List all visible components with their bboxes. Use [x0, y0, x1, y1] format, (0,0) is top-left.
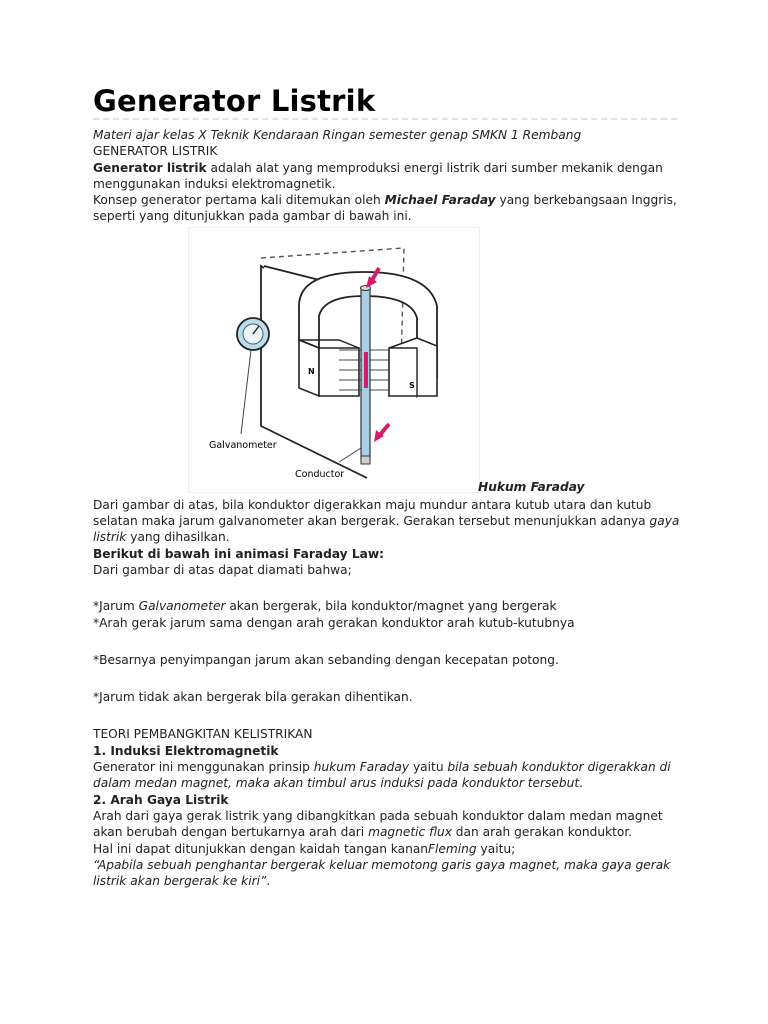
fleming-quote — [93, 857, 683, 890]
section-2-before: Arah dari gaya gerak listrik yang dibangkitkan pada sebuah konduktor dalam medan magnet akan berubah dengan bertukarnya arah dari — [93, 808, 663, 840]
history-paragraph — [93, 192, 683, 225]
section-heading: GENERATOR LISTRIK — [93, 144, 218, 159]
fleming-before: Hal ini dapat ditunjukkan dengan kaidah tangan kanan — [93, 841, 429, 856]
spacer — [93, 705, 683, 726]
section-1-statement: bila sebuah konduktor digerakkan di dalam medan magnet, maka akan timbul arus induksi pada konduktor tersebut — [93, 760, 671, 791]
section-1-heading-text: 1. Induksi Elektromagnetik — [93, 743, 279, 758]
observation-intro: Dari gambar di atas dapat diamati bahwa; — [93, 562, 352, 577]
subtitle-text: Materi ajar kelas X Teknik Kendaraan Ringan semester genap SMKN 1 Rembang — [93, 128, 582, 142]
observation-item-3: *Besarnya penyimpangan jarum akan sebanding dengan kecepatan potong. — [93, 652, 559, 667]
section-2-heading-text: 2. Arah Gaya Listrik — [93, 792, 229, 807]
spacer — [93, 631, 683, 652]
section-1-end: . — [579, 776, 583, 791]
page-title: Generator Listrik — [93, 84, 376, 118]
section-2-after: dan arah gerakan konduktor. — [451, 825, 633, 840]
spacer — [93, 668, 683, 689]
animation-heading — [93, 546, 683, 562]
figure-caption: Hukum Faraday — [478, 479, 585, 494]
inventor-name: Michael Faraday — [384, 193, 496, 208]
subtitle — [93, 127, 683, 143]
south-pole-label: S — [409, 380, 415, 390]
intro-paragraph — [93, 160, 683, 193]
fleming-rule-paragraph — [93, 841, 683, 857]
history-after: yang berkebangsaan Inggris, seperti yang ditunjukkan pada gambar di bawah ini. — [93, 193, 677, 224]
explanation-paragraph — [93, 497, 683, 546]
intro-definition: adalah alat yang memproduksi energi listrik dari sumber mekanik dengan menggunakan induksi elektromagnetik. — [93, 160, 663, 191]
theory-heading: TEORI PEMBANGKITAN KELISTRIKAN — [93, 727, 313, 742]
intro-term: Generator listrik — [93, 160, 207, 175]
observation-item-1 — [93, 598, 683, 614]
fleming-after: yaitu; — [476, 841, 516, 856]
faraday-experiment-illustration — [189, 228, 479, 492]
observation-item-2: *Arah gerak jarum sama dengan arah gerakan konduktor arah kutub-kutubnya — [93, 615, 575, 630]
conductor-label: Conductor — [295, 468, 345, 480]
animation-heading-text: Berikut di bawah ini animasi Faraday Law: — [93, 546, 384, 561]
fleming-quote-end: . — [266, 874, 271, 889]
north-pole-label: N — [308, 366, 315, 376]
history-before: Konsep generator pertama kali ditemukan oleh — [93, 193, 385, 208]
fleming-quote-text: “Apabila sebuah penghantar bergerak keluar memotong garis gaya magnet, maka gaya gerak listrik akan bergerak ke kiri” — [93, 857, 671, 889]
section-1-paragraph — [93, 759, 683, 792]
observation-1-before: *Jarum — [93, 599, 139, 614]
section-2-paragraph — [93, 808, 683, 841]
section-2-heading — [93, 792, 683, 808]
observation-item-4: *Jarum tidak akan bergerak bila gerakan dihentikan. — [93, 690, 413, 705]
section-2-flux: magnetic flux — [368, 825, 452, 840]
faraday-figure — [188, 227, 480, 493]
explanation-after: yang dihasilkan. — [126, 530, 230, 545]
spacer — [93, 578, 683, 598]
observation-1-emphasis: Galvanometer — [138, 599, 226, 614]
title-divider — [93, 118, 677, 120]
section-1-before: Generator ini menggunakan prinsip — [93, 760, 314, 775]
section-1-middle: yaitu — [409, 760, 448, 775]
observation-1-after: akan bergerak, bila konduktor/magnet yang bergerak — [225, 599, 557, 614]
figure-row — [93, 225, 683, 497]
section-1-heading — [93, 743, 683, 759]
fleming-name: Fleming — [428, 841, 477, 856]
explanation-before: Dari gambar di atas, bila konduktor digerakkan maju mundur antara kutub utara dan kutub selatan maka jarum galvanometer akan bergerak. Gerakan tersebut menunjukkan adanya — [93, 497, 652, 529]
explanation-emphasis: gaya listrik — [93, 514, 680, 545]
galvanometer-label: Galvanometer — [209, 439, 277, 451]
section-1-law: hukum Faraday — [313, 760, 410, 775]
article-body — [93, 127, 683, 889]
